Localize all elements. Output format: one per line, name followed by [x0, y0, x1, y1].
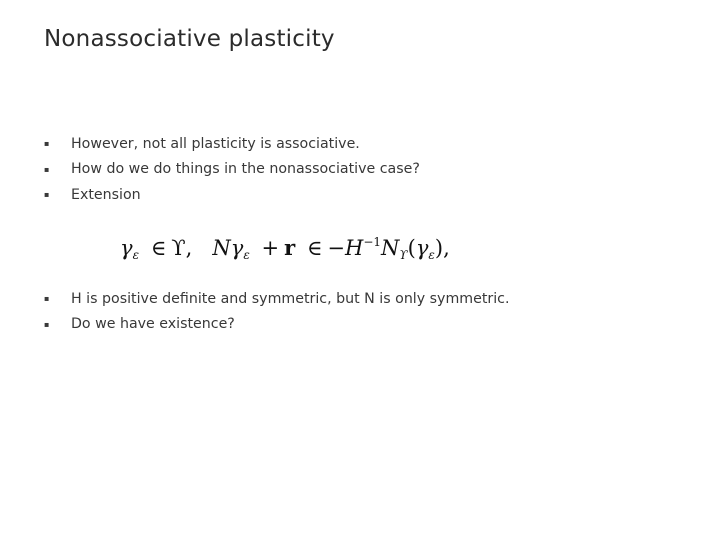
formula-upsilon: ϒ: [171, 236, 186, 260]
formula-minus: −: [327, 236, 345, 260]
slide-title: Nonassociative plasticity: [44, 26, 335, 52]
formula-cal-N: N: [381, 236, 400, 260]
formula-comma: ,: [185, 236, 193, 260]
formula-in: ∈: [306, 236, 323, 260]
formula-end-comma: ,: [443, 236, 450, 260]
bullet-item: [44, 312, 509, 338]
bullet-item: [44, 286, 509, 312]
formula-N: N: [212, 236, 231, 260]
bullet-square-icon: ▪: [44, 294, 50, 304]
bullet-text: H is positive definite and symmetric, but N is only symmetric.: [71, 290, 510, 307]
formula-superscript-inv: −1: [363, 235, 382, 249]
bullet-text: Extension: [71, 186, 141, 203]
bullet-square-icon: ▪: [44, 319, 50, 329]
bullet-text: Do we have existence?: [71, 316, 235, 333]
bullet-square-icon: ▪: [44, 139, 50, 149]
formula-gamma: γ: [230, 236, 244, 260]
bullet-item: [44, 182, 420, 208]
bullet-text: How do we do things in the nonassociative case?: [71, 161, 420, 178]
formula-subscript-eps: ε: [132, 248, 140, 262]
bullet-text: However, not all plasticity is associative.: [71, 135, 360, 152]
formula-gamma: γ: [415, 236, 429, 260]
bullet-square-icon: ▪: [44, 164, 50, 174]
formula-rparen: ): [434, 236, 444, 260]
formula-H: H: [345, 236, 364, 260]
formula-subscript-eps: ε: [428, 248, 435, 262]
formula-subscript-upsilon: ϒ: [399, 248, 408, 262]
formula-r: r: [284, 235, 296, 260]
formula-in: ∈: [150, 236, 167, 260]
bullet-square-icon: ▪: [44, 190, 50, 200]
formula-plus: +: [261, 236, 280, 260]
formula-subscript-eps: ε: [243, 248, 250, 262]
bullet-list-top: [44, 131, 420, 208]
bullet-list-bottom: [44, 286, 509, 337]
bullet-item: [44, 157, 420, 183]
formula-gamma: γ: [120, 236, 133, 260]
formula-lparen: (: [407, 236, 416, 260]
bullet-item: [44, 131, 420, 157]
formula-equation: [120, 236, 450, 261]
